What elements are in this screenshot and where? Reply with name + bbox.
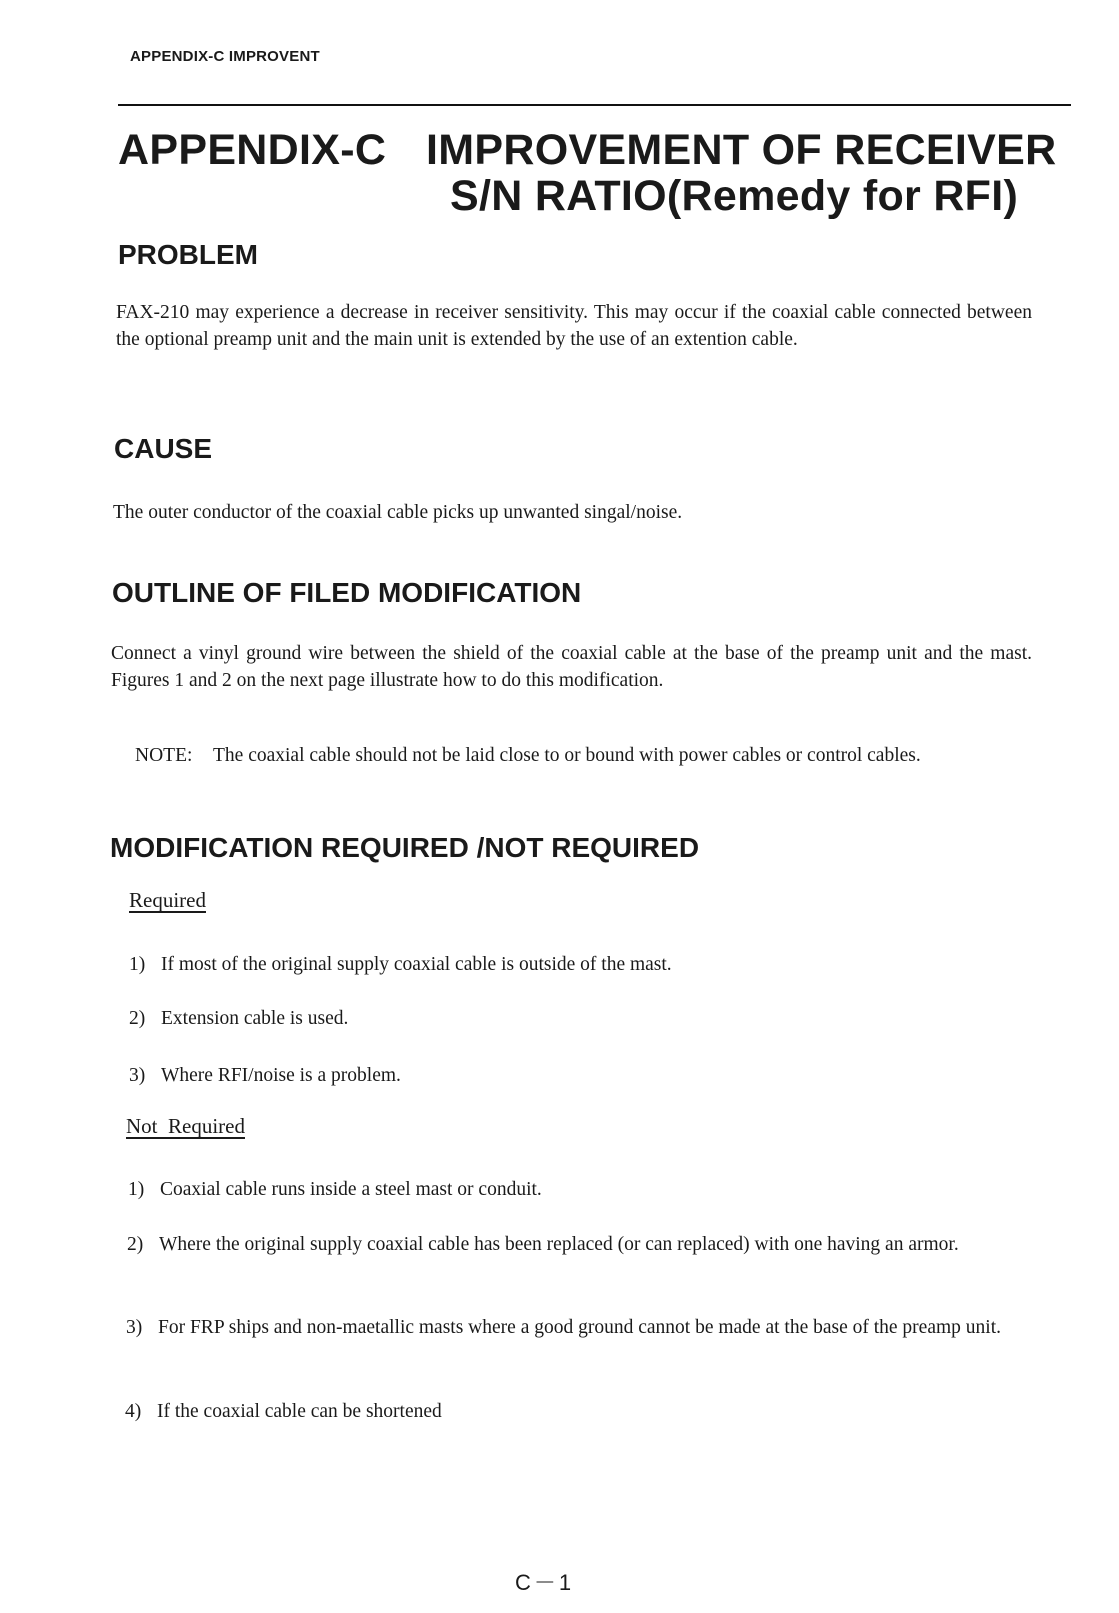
- outline-text: Connect a vinyl ground wire between the shield of the coaxial cable at the base of the preamp unit and the mast. Figures 1 and 2 on the next page illustrate how to do this modification.: [111, 643, 1032, 691]
- problem-text: FAX-210 may experience a decrease in receiver sensitivity. This may occur if the coaxial cable connected between the optional preamp unit and the main unit is extended by the use of an extention cable.: [116, 302, 1032, 350]
- not-required-item-2: [127, 1231, 1027, 1258]
- cause-text: The outer conductor of the coaxial cable picks up unwanted singal/noise.: [113, 502, 683, 523]
- list-text: For FRP ships and non-maetallic masts where a good ground cannot be made at the base of the preamp unit.: [158, 1317, 1001, 1338]
- not-required-item-4: [125, 1398, 1025, 1425]
- required-item-3: [129, 1062, 1029, 1089]
- list-text: Coaxial cable runs inside a steel mast or conduit.: [160, 1179, 542, 1200]
- list-number: 3): [129, 1065, 146, 1086]
- list-number: 2): [129, 1008, 146, 1029]
- note: [135, 742, 1070, 769]
- list-number: 1): [129, 954, 146, 975]
- list-text: If most of the original supply coaxial cable is outside of the mast.: [161, 954, 672, 975]
- running-header: APPENDIX-C IMPROVENT: [130, 48, 320, 65]
- outline-heading: OUTLINE OF FILED MODIFICATION: [112, 577, 582, 608]
- required-subheading: Required: [129, 888, 206, 912]
- required-item-1: [129, 951, 1029, 978]
- cause-heading: CAUSE: [114, 433, 213, 464]
- required-item-2: [129, 1005, 1029, 1032]
- list-text: If the coaxial cable can be shortened: [157, 1401, 442, 1422]
- title-line-2: S/N RATIO(Remedy for RFI): [450, 172, 1019, 220]
- list-text: Where RFI/noise is a problem.: [161, 1065, 401, 1086]
- title-appendix-label: APPENDIX-C: [118, 126, 387, 174]
- list-text: Where the original supply coaxial cable has been replaced (or can replaced) with one having an armor.: [159, 1234, 959, 1255]
- title-line-1: IMPROVEMENT OF RECEIVER: [426, 126, 1057, 174]
- not-required-subheading: Not Required: [126, 1114, 245, 1138]
- note-label: NOTE:: [135, 745, 193, 766]
- not-required-item-1: [128, 1176, 1028, 1203]
- problem-heading: PROBLEM: [118, 239, 258, 270]
- list-number: 4): [125, 1401, 142, 1422]
- list-number: 3): [126, 1317, 143, 1338]
- modification-heading: MODIFICATION REQUIRED /NOT REQUIRED: [110, 832, 700, 863]
- page-number: C－1: [515, 1570, 575, 1595]
- header-rule: [118, 104, 1071, 106]
- list-number: 2): [127, 1234, 144, 1255]
- note-text: The coaxial cable should not be laid close to or bound with power cables or control cables.: [213, 745, 921, 766]
- list-number: 1): [128, 1179, 145, 1200]
- list-text: Extension cable is used.: [161, 1008, 349, 1029]
- not-required-item-3: [126, 1314, 1026, 1341]
